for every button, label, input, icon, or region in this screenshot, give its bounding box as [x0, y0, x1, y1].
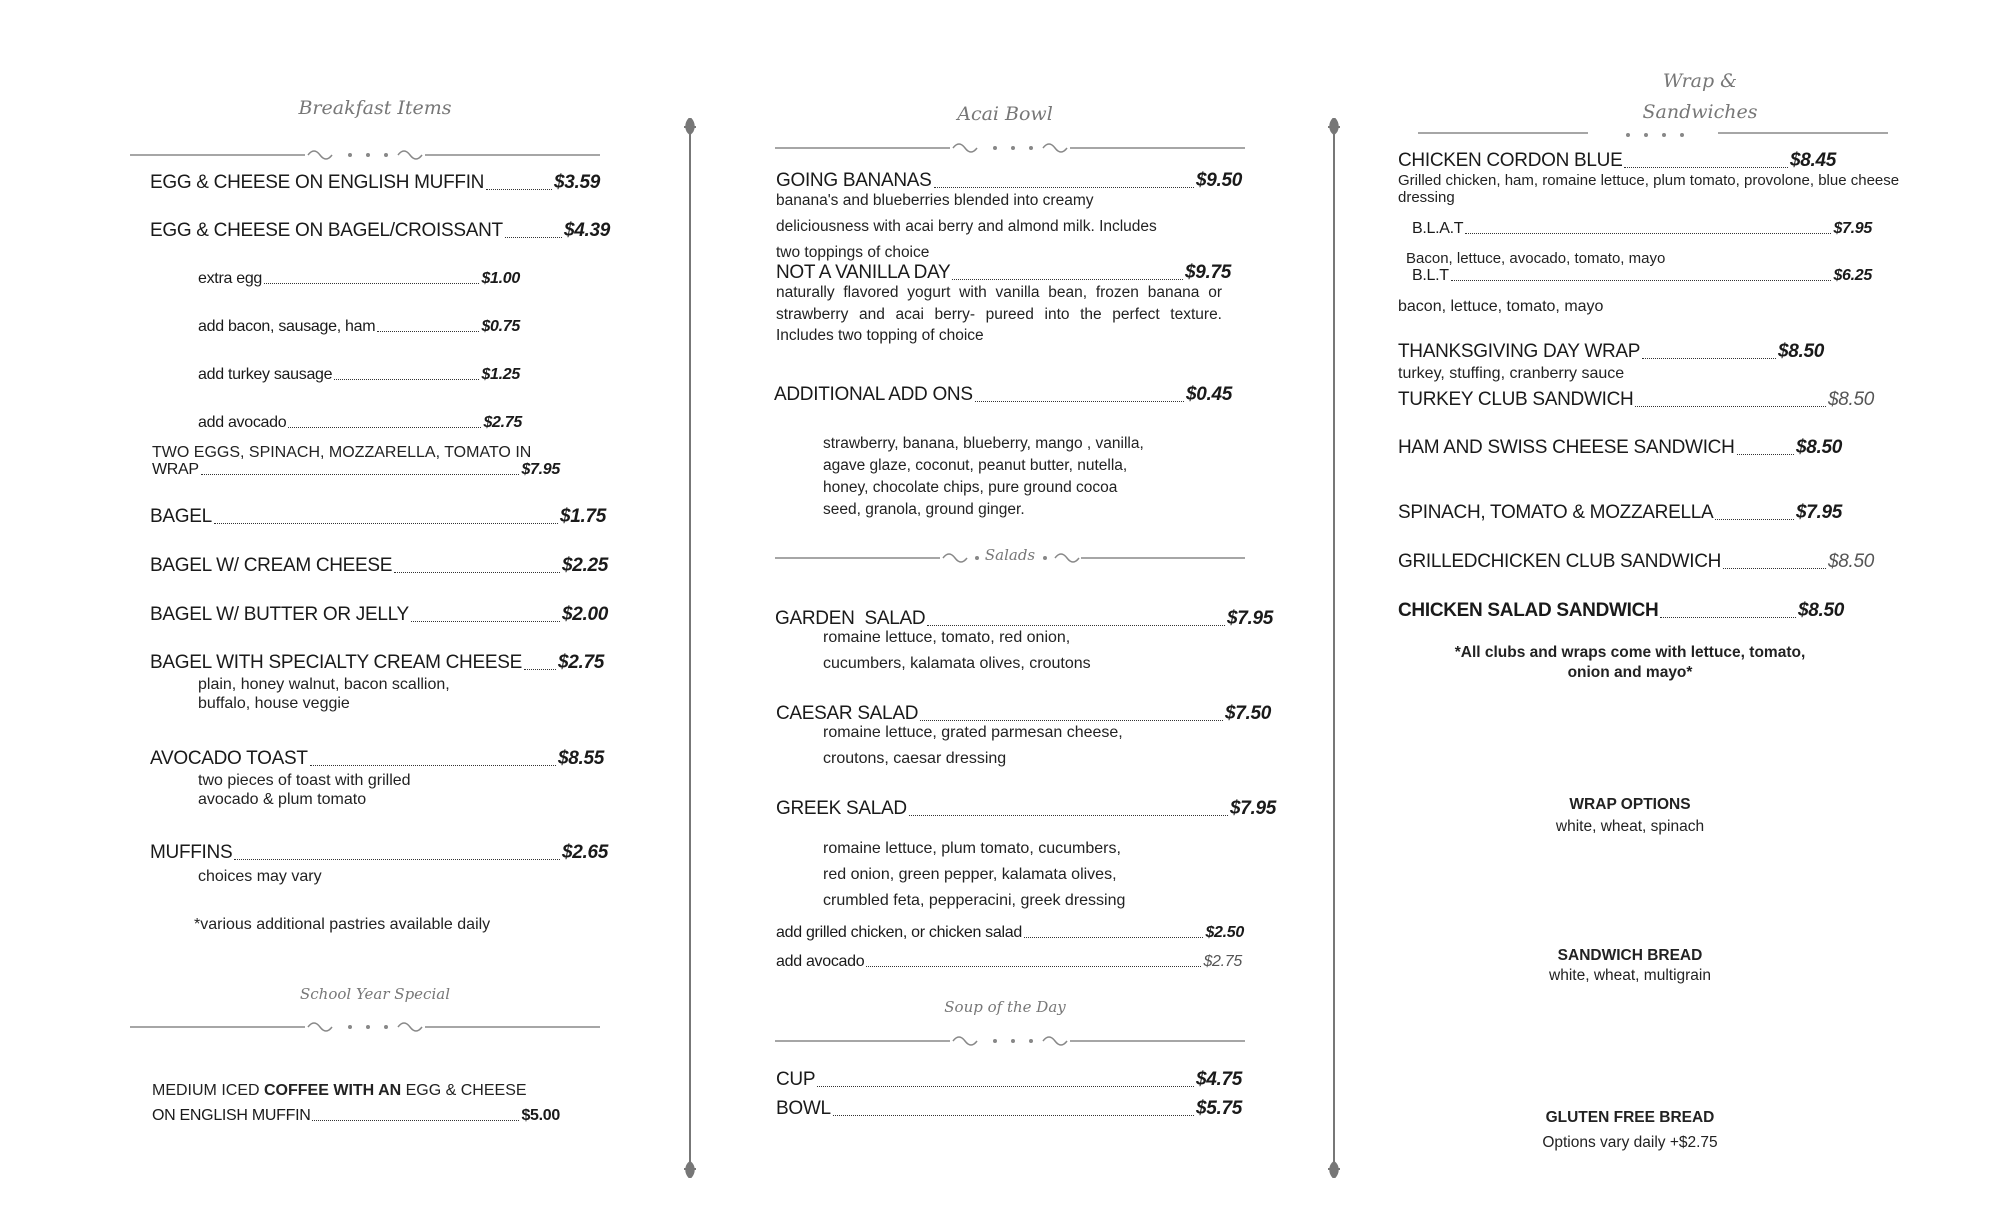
acai-heading: Acai Bowl [957, 103, 1053, 125]
menu-item-ham-swiss: HAM AND SWISS CHEESE SANDWICH $8.50 [1398, 437, 1842, 458]
pastries-note: *various additional pastries available daily [194, 916, 491, 933]
menu-item-blat: B.L.A.T $7.95 [1412, 220, 1872, 237]
school-year-special-heading: School Year Special [299, 985, 450, 1003]
column-divider-left [683, 118, 697, 1178]
breakfast-ornament [130, 143, 600, 167]
menu-item-egg-wrap-line1: TWO EGGS, SPINACH, MOZZARELLA, TOMATO IN [152, 444, 532, 461]
menu-item-muffins: MUFFINS $2.65 [150, 842, 608, 863]
acai-ornament [775, 136, 1245, 160]
menu-item-going-bananas: GOING BANANAS $9.50 [776, 170, 1242, 191]
menu-item-thanksgiving-wrap: THANKSGIVING DAY WRAP $8.50 [1398, 341, 1824, 362]
menu-item-turkey-club: TURKEY CLUB SANDWICH $8.50 [1398, 389, 1874, 410]
gluten-free-bread: GLUTEN FREE BREAD Options vary daily +$2.75 [1542, 1109, 1718, 1151]
addon-extra-egg: extra egg $1.00 [198, 270, 520, 287]
blat-desc: Bacon, lettuce, avocado, tomato, mayo [1406, 250, 1666, 267]
menu-item-chicken-cordon-blue: CHICKEN CORDON BLUE $8.45 [1398, 150, 1836, 171]
cordon-blue-desc: Grilled chicken, ham, romaine lettuce, plum tomato, provolone, blue cheese dressing [1398, 172, 1900, 206]
caesar-salad-desc: romaine lettuce, grated parmesan cheese, croutons, caesar dressing [823, 724, 1123, 767]
addon-turkey-sausage: add turkey sausage $1.25 [198, 366, 520, 383]
muffins-desc: choices may vary [198, 868, 322, 885]
soup-ornament [775, 1029, 1245, 1053]
menu-item-caesar-salad: CAESAR SALAD $7.50 [776, 703, 1271, 724]
menu-item-spinach-tomato-mozzarella: SPINACH, TOMATO & MOZZARELLA $7.95 [1398, 502, 1842, 523]
menu-item-bagel-cream-cheese: BAGEL W/ CREAM CHEESE $2.25 [150, 555, 608, 576]
garden-salad-desc: romaine lettuce, tomato, red onion, cucumbers, kalamata olives, croutons [823, 629, 1091, 672]
menu-item-greek-salad: GREEK SALAD $7.95 [776, 798, 1276, 819]
breakfast-heading: Breakfast Items [298, 97, 452, 119]
menu-item-egg-wrap: WRAP $7.95 [152, 461, 560, 478]
addons-desc: strawberry, banana, blueberry, mango , vanilla, agave glaze, coconut, peanut butter, nutella, honey, chocolate chips, pure ground cocoa seed, granola, ground ginger. [823, 435, 1144, 518]
menu-item-special: ON ENGLISH MUFFIN $5.00 [152, 1107, 560, 1124]
menu-item-chicken-salad-sandwich: CHICKEN SALAD SANDWICH $8.50 [1398, 600, 1844, 621]
going-bananas-desc: banana's and blueberries blended into creamy deliciousness with acai berry and almond milk. Includes two toppings of choice [776, 192, 1157, 261]
addon-grilled-chicken: add grilled chicken, or chicken salad $2.50 [776, 924, 1244, 941]
addon-bacon-sausage-ham: add bacon, sausage, ham $0.75 [198, 318, 520, 335]
menu-item-egg-english-muffin: EGG & CHEESE ON ENGLISH MUFFIN $3.59 [150, 172, 600, 193]
menu-item-blt: B.L.T $6.25 [1412, 267, 1872, 284]
menu-item-soup-bowl: BOWL $5.75 [776, 1098, 1242, 1119]
addon-avocado: add avocado $2.75 [198, 414, 522, 431]
special-ornament [130, 1015, 600, 1039]
blt-desc: bacon, lettuce, tomato, mayo [1398, 298, 1604, 315]
wrap-options: WRAP OPTIONS white, wheat, spinach [1555, 796, 1705, 835]
menu-item-avocado-toast: AVOCADO TOAST $8.55 [150, 748, 604, 769]
menu-item-additional-addons: ADDITIONAL ADD ONS $0.45 [774, 384, 1232, 405]
thanksgiving-desc: turkey, stuffing, cranberry sauce [1398, 365, 1625, 382]
menu-item-egg-bagel: EGG & CHEESE ON BAGEL/CROISSANT $4.39 [150, 220, 610, 241]
menu-item-bagel: BAGEL $1.75 [150, 506, 606, 527]
clubs-wraps-note: *All clubs and wraps come with lettuce, tomato, onion and mayo* [1454, 644, 1806, 681]
special-line1: MEDIUM ICED COFFEE WITH AN EGG & CHEESE [152, 1082, 527, 1099]
menu-item-soup-cup: CUP $4.75 [776, 1069, 1242, 1090]
sandwich-bread: SANDWICH BREAD white, wheat, multigrain [1549, 947, 1711, 984]
wraps-ornament [1418, 122, 1888, 146]
soup-heading: Soup of the Day [944, 998, 1066, 1016]
greek-salad-desc: romaine lettuce, plum tomato, cucumbers, red onion, green pepper, kalamata olives, crumbled feta, pepperacini, greek dressing [823, 840, 1126, 909]
menu-item-grilled-chicken-club: GRILLEDCHICKEN CLUB SANDWICH $8.50 [1398, 551, 1874, 572]
wraps-heading: Wrap & Sandwiches [1642, 70, 1758, 123]
specialty-desc: plain, honey walnut, bacon scallion, buffalo, house veggie [198, 676, 450, 712]
avocado-toast-desc: two pieces of toast with grilled avocado & plum tomato [198, 772, 411, 808]
menu-item-bagel-butter-jelly: BAGEL W/ BUTTER OR JELLY $2.00 [150, 604, 608, 625]
addon-salad-avocado: add avocado $2.75 [776, 953, 1242, 970]
menu-item-garden-salad: GARDEN SALAD $7.95 [775, 608, 1273, 629]
column-divider-right [1327, 118, 1341, 1178]
menu-item-not-vanilla: NOT A VANILLA DAY $9.75 [776, 262, 1231, 283]
not-vanilla-desc: naturally flavored yogurt with vanilla bean, frozen banana or strawberry and acai berry- pureed into the perfect texture. Includes two topping of choice [776, 284, 1222, 344]
menu-item-bagel-specialty: BAGEL WITH SPECIALTY CREAM CHEESE $2.75 [150, 652, 604, 673]
salads-heading: Salads [984, 546, 1036, 564]
